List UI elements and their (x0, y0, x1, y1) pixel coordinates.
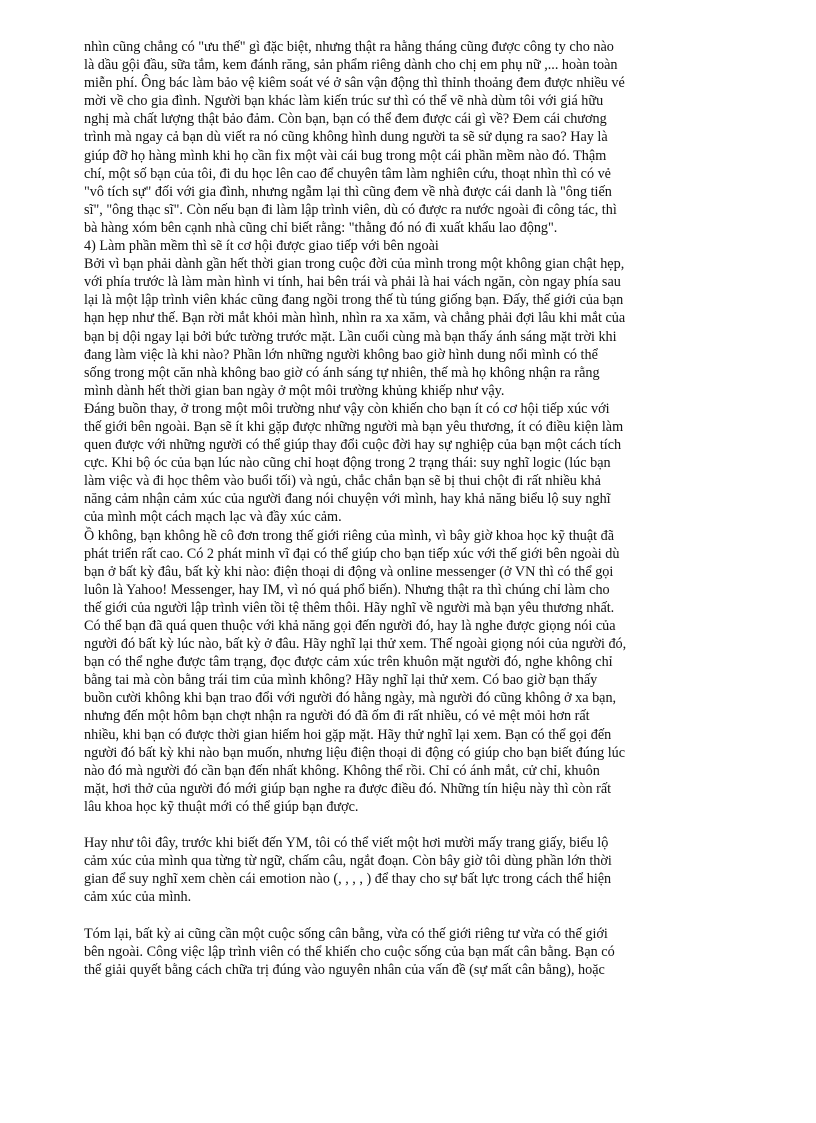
section-heading-4 (84, 237, 744, 255)
paragraph-technology (84, 527, 744, 817)
text-line: của mình một cách mạch lạc và đầy xúc cảm. (84, 509, 342, 526)
document-page (84, 38, 744, 979)
text-line: miễn phí. Ông bác làm bảo vệ kiêm soát vé ở sân vận động thì thỉnh thoảng đem được nhiều vé (84, 75, 625, 92)
text-line: bà hàng xóm bên cạnh nhà cũng chỉ biết rằng: "thằng đó nó đi xuất khẩu lao động". (84, 219, 558, 236)
text-line: gian để suy nghĩ xem chèn cái emotion nào (, , , , ) để thay cho sự bất lực trong cách thể hiện (84, 871, 612, 888)
text-line: bạn bị dội ngay lại bởi bức tường trước mặt. Lần cuối cùng mà bạn thấy ánh sáng mặt trời khi (84, 328, 617, 345)
paragraph-conclusion (84, 925, 744, 979)
text-line: nhìn cũng chẳng có "ưu thế" gì đặc biệt, nhưng thật ra hằng tháng cũng được công ty cho nào (84, 39, 614, 55)
text-line: Hay như tôi đây, trước khi biết đến YM, tôi có thể viết một hơi mười mấy trang giấy, biểu lộ (84, 835, 609, 852)
text-line: mặt, hơi thở của người đó mới giúp bạn nghe ra được điều đó. Những tín hiệu này thì còn rất (84, 780, 612, 797)
paragraph-ym-example (84, 834, 744, 906)
text-line: nào đó mà người đó cần bạn đến nhất không. Không thể rồi. Chỉ có ánh mắt, cử chỉ, khuôn (84, 762, 600, 779)
text-line: mời về cho gia đình. Người bạn khác làm kiến trúc sư thì có thể vẽ nhà dùm tôi với giá hữu (84, 93, 604, 110)
text-line: trình mà ngay cả bạn dù viết ra nó cũng không hình dung người ta sẽ sử dụng ra sao? Hay là (84, 129, 608, 146)
text-line: mình dành hết thời gian ban ngày ở một môi trường khủng khiếp như vậy. (84, 382, 505, 399)
text-line: người đó bất kỳ lúc nào, bất kỳ ở đâu. Hãy nghĩ lại thử xem. Thế ngoài giọng nói của người đó, (84, 636, 627, 653)
text-line: nghị mà chất lượng thật bảo đảm. Còn bạn, bạn có thể đem được cái gì về? Đem cái chương (84, 111, 607, 128)
text-line: làm việc và đi học thêm vào buổi tối) và ngủ, chắc chắn bạn sẽ bị thui chột đi rất nhiều khả (84, 473, 601, 490)
text-line: sĩ", "ông thạc sĩ". Còn nếu bạn đi làm lập trình viên, dù có được ra nước ngoài đi công tác, thì (84, 201, 617, 218)
text-line: nhưng đến một hôm bạn chợt nhận ra người đó đã ốm đi rất nhiều, có vẻ mệt mỏi hơn rất (84, 708, 590, 725)
paragraph-outside-contact (84, 400, 744, 527)
text-line: với phía trước là làm màn hình vi tính, hai bên trái và phải là hai vách ngăn, còn ngay phía sau (84, 274, 621, 291)
text-line: luôn là Yahoo! Messenger, hay IM, vì nó quá phổ biến). Nhưng thật ra thì chúng chỉ làm cho (84, 581, 610, 598)
text-line: bên ngoài. Công việc lập trình viên có thể khiến cho cuộc sống của bạn mất cân bằng. Bạn có (84, 943, 615, 960)
text-line: đang làm việc là khi nào? Phần lớn những người không bao giờ hình dung nổi mình có thể (84, 346, 598, 363)
text-line: bạn ở bất kỳ đâu, bất kỳ khi nào: điện thoại di động và online messenger (ở VN thì có thể gọi (84, 563, 614, 580)
text-line: năng cảm nhận cảm xúc của người đang nói chuyện với mình, hay khả năng biểu lộ suy nghĩ (84, 491, 611, 508)
text-line: thế giới bên ngoài. Bạn sẽ ít khi gặp được những người mà bạn yêu thương, ít có điều kiện làm (84, 418, 624, 435)
text-line: phát triển rất cao. Có 2 phát minh vĩ đại có thể giúp cho bạn tiếp xúc với thế giới bên ngoài dù (84, 545, 620, 562)
paragraph-benefits-continued (84, 38, 744, 237)
text-line: Ồ không, bạn không hề cô đơn trong thế giới riêng của mình, vì bây giờ khoa học kỹ thuật đã (84, 527, 615, 544)
paragraph-spacer (84, 816, 744, 834)
text-line: buồn cười không khi bạn trao đổi với người đó hằng ngày, mà người đó cũng không ở xa bạn, (84, 690, 617, 707)
text-line: là dầu gội đầu, sữa tắm, kem đánh răng, sản phẩm riêng dành cho chị em phụ nữ ,... hoàn toàn (84, 57, 618, 74)
text-line: 4) Làm phần mềm thì sẽ ít cơ hội được giao tiếp với bên ngoài (84, 238, 439, 255)
text-line: lâu khoa học kỹ thuật mới có thể giúp bạn được. (84, 798, 359, 815)
text-line: chí, một số bạn của tôi, đi du học lên cao để chuyên tâm làm nghiên cứu, thoạt nhìn thì có vẻ (84, 165, 611, 182)
text-line: nhiều, khi bạn có được thời gian hiếm hoi gặp mặt. Hãy thử nghĩ lại xem. Bạn có thể gọi đến (84, 726, 612, 743)
text-line: Bởi vì bạn phải dành gần hết thời gian trong cuộc đời của mình trong một không gian chật hẹp, (84, 256, 625, 273)
text-line: người đó bất kỳ khi nào bạn muốn, nhưng liệu điện thoại di động có giúp cho bạn biết đúng lúc (84, 744, 626, 761)
text-line: cảm xúc của mình. (84, 889, 192, 906)
text-line: giúp đỡ họ hàng mình khi họ cần fix một vài cái bug trong một cái phần mềm nào đó. Thậm (84, 147, 607, 164)
text-line: thế giới của người lập trình viên tồi tệ thêm thôi. Hãy nghĩ về người mà bạn yêu thương nhất. (84, 599, 615, 616)
text-line: bằng tai mà còn bằng trái tim của mình không? Hãy nghĩ lại thử xem. Có bao giờ bạn thấy (84, 672, 598, 689)
text-line: Có thể bạn đã quá quen thuộc với khả năng gọi đến người đó, hay là nghe được giọng nói của (84, 618, 616, 634)
text-line: Tóm lại, bất kỳ ai cũng cần một cuộc sống cân bằng, vừa có thế giới riêng tư vừa có thế giới (84, 925, 608, 942)
text-line: Đáng buồn thay, ở trong một môi trường như vậy còn khiến cho bạn ít có cơ hội tiếp xúc với (84, 400, 610, 417)
text-line: cảm xúc của mình qua từng từ ngữ, chấm câu, ngắt đoạn. Còn bây giờ tôi dùng phần lớn thời (84, 853, 612, 870)
text-line: lại là một lập trình viên khác cũng đang ngồi trong thế tù túng giống bạn. Đấy, thế giới của bạn (84, 292, 624, 309)
text-line: thể giải quyết bằng cách chữa trị đúng vào nguyên nhân của vấn đề (sự mất cân bằng), hoặc (84, 961, 605, 978)
paragraph-spacer (84, 907, 744, 925)
text-line: quen được với những người có thể giúp thay đổi cuộc đời hay sự nghiệp của bạn một cách tích (84, 437, 622, 454)
text-line: cực. Khi bộ óc của bạn lúc nào cũng chỉ hoạt động trong 2 trạng thái: suy nghĩ logic (lúc bạn (84, 455, 611, 472)
text-line: hạn hẹp như thế. Bạn rời mắt khỏi màn hình, nhìn ra xa xăm, và chẳng phải đợi lâu khi mắt của (84, 310, 626, 327)
text-line: sống trong một căn nhà không bao giờ có ánh sáng tự nhiên, thế mà họ không nhận ra rằng (84, 364, 600, 381)
text-line: "vô tích sự" đối với gia đình, nhưng ngẫm lại thì cũng đem về nhà được cái danh là "ông tiến (84, 183, 612, 200)
text-line: bạn có thể nghe được tâm trạng, đọc được cảm xúc trên khuôn mặt người đó, nghe không chỉ (84, 654, 613, 671)
paragraph-workspace (84, 255, 744, 400)
